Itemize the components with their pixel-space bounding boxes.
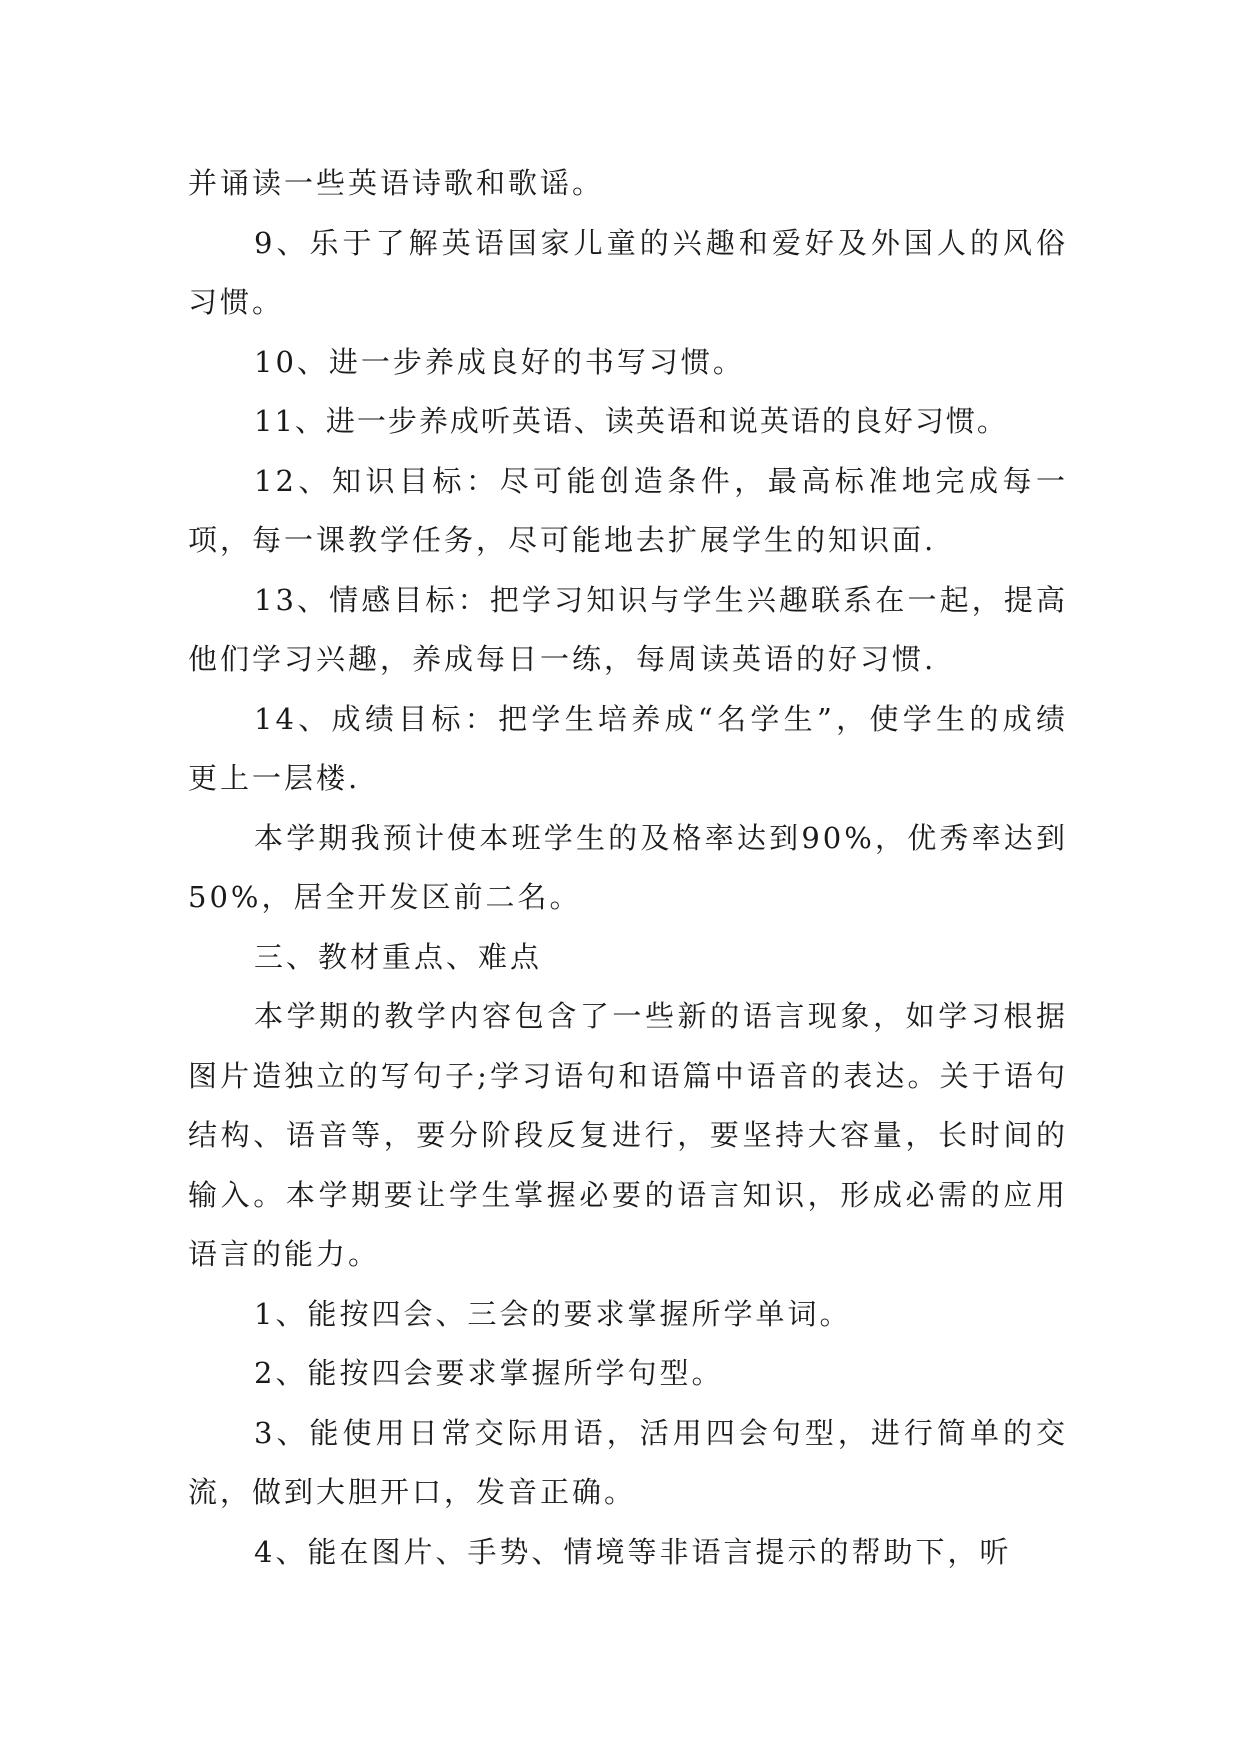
paragraph-item-9: 9、乐于了解英语国家儿童的兴趣和爱好及外国人的风俗习惯。 (188, 225, 1068, 319)
paragraph-req-4: 4、能在图片、手势、情境等非语言提示的帮助下，听 (254, 1534, 1012, 1569)
paragraph-continuation: 并诵读一些英语诗歌和歌谣。 (188, 166, 605, 200)
paragraph-req-1: 1、能按四会、三会的要求掌握所学单词。 (254, 1296, 852, 1331)
paragraph-item-12: 12、知识目标：尽可能创造条件，最高标准地完成每一项，每一课教学任务，尽可能地去扩展学生的知识面. (188, 463, 1068, 557)
paragraph-pass-rate: 本学期我预计使本班学生的及格率达到90%，优秀率达到50%，居全开发区前二名。 (188, 820, 1068, 914)
paragraph-item-13: 13、情感目标：把学习知识与学生兴趣联系在一起，提高他们学习兴趣，养成每日一练，每周读英语的好习惯. (188, 582, 1068, 676)
paragraph-req-2: 2、能按四会要求掌握所学句型。 (254, 1356, 724, 1390)
paragraph-item-10: 10、进一步养成良好的书写习惯。 (254, 344, 745, 379)
paragraph-item-11: 11、进一步养成听英语、读英语和说英语的良好习惯。 (254, 404, 1008, 438)
paragraph-req-3: 3、能使用日常交际用语，活用四会句型，进行简单的交流，做到大胆开口，发音正确。 (188, 1415, 1068, 1509)
paragraph-item-14: 14、成绩目标：把学生培养成“名学生”，使学生的成绩更上一层楼. (188, 701, 1068, 795)
document-body (188, 154, 1068, 1582)
section-heading-key-points: 三、教材重点、难点 (254, 939, 543, 974)
paragraph-teaching-content: 本学期的教学内容包含了一些新的语言现象，如学习根据图片造独立的写句子;学习语句和语篇中语音的表达。关于语句结构、语音等，要分阶段反复进行，要坚持大容量，长时间的输入。本学期要让学生掌握必要的语言知识，形成必需的应用语言的能力。 (188, 999, 1068, 1271)
